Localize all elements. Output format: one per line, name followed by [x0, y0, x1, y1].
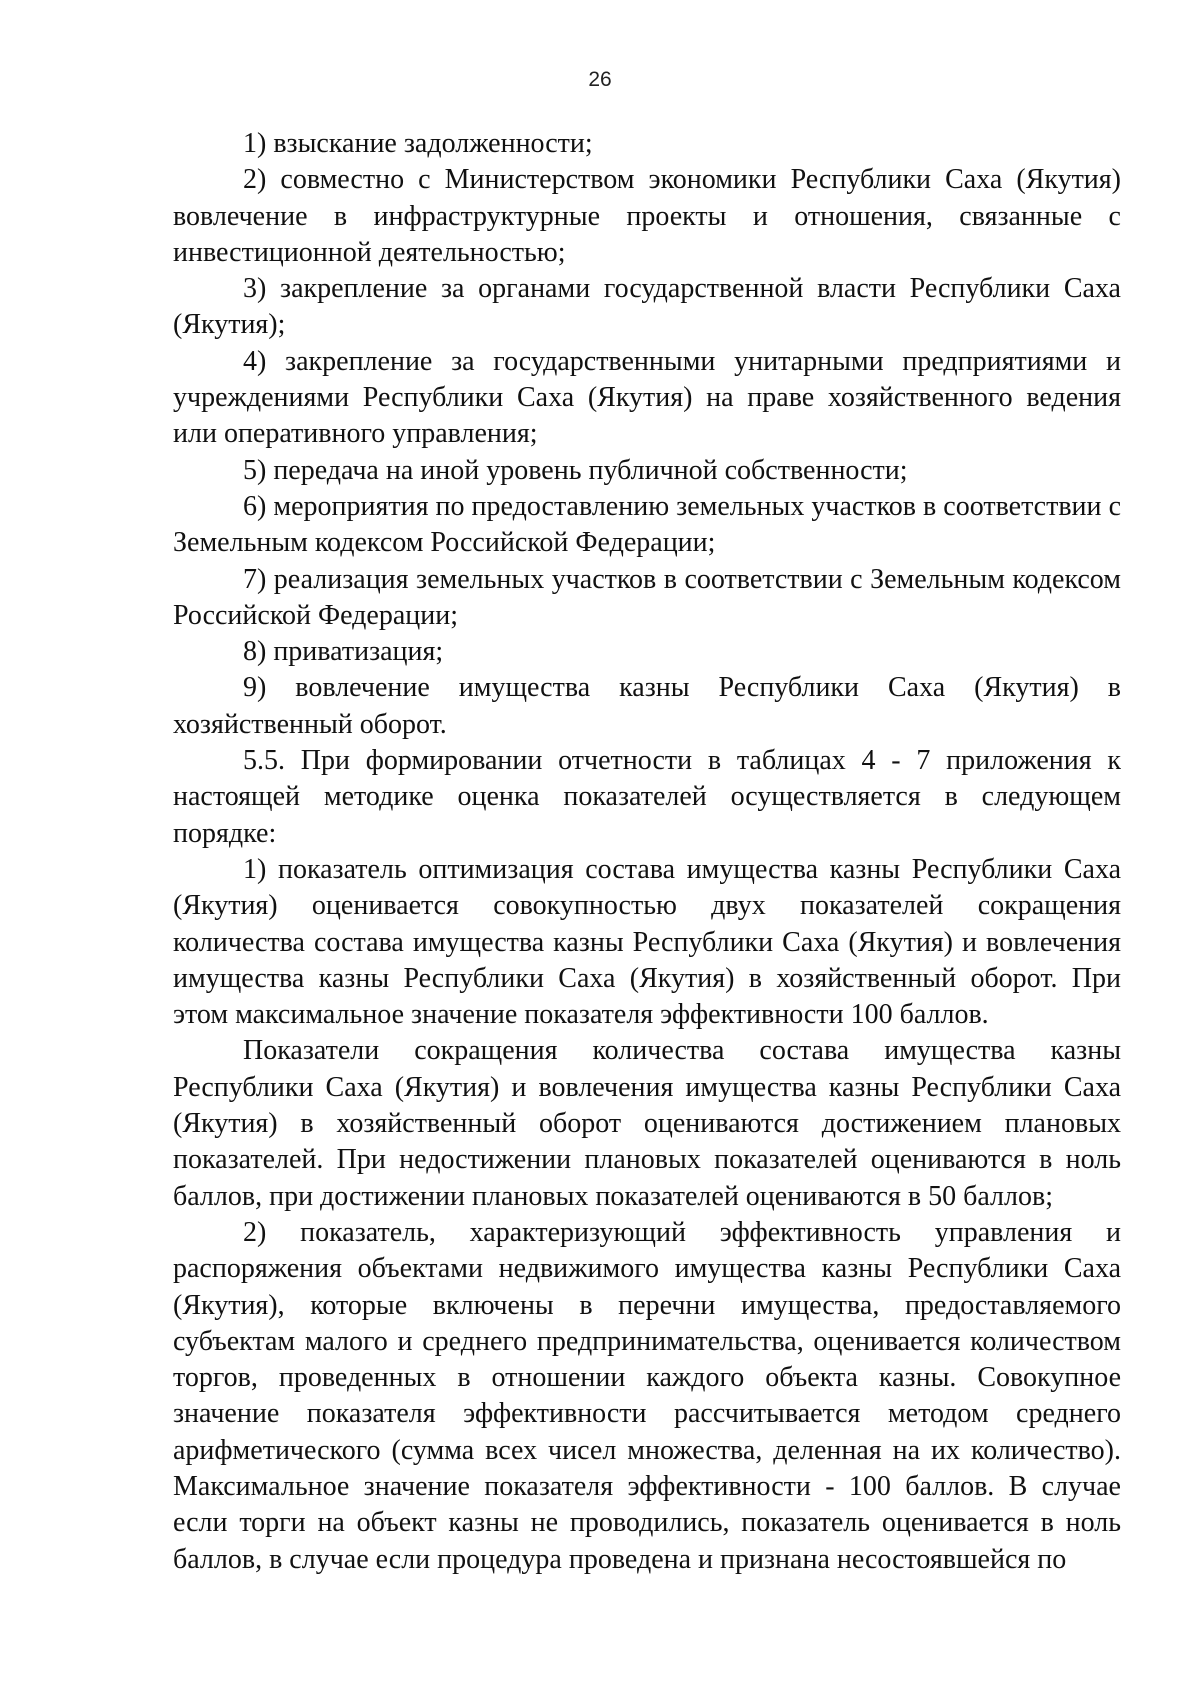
- paragraph-item-1: 1) взыскание задолженности;: [243, 128, 593, 159]
- paragraph-item-9: 9) вовлечение имущества казны Республики Саха (Якутия) в хозяйственный оборот.: [173, 672, 1121, 740]
- paragraph-item-4: 4) закрепление за государственными унитарными предприятиями и учреждениями Республики Саха (Якутия) на праве хозяйственного ведения или оперативного управления;: [173, 345, 1121, 450]
- paragraph-item-5: 5) передача на иной уровень публичной собственности;: [243, 454, 908, 486]
- paragraph-item-3: 3) закрепление за органами государственной власти Республики Саха (Якутия);: [173, 273, 1121, 341]
- page-number: 26: [588, 68, 612, 91]
- document-body: [173, 126, 1121, 1578]
- paragraph-indicators-note: Показатели сокращения количества состава имущества казны Республики Саха (Якутия) и вовлечения имущества казны Республики Саха (Якутия) в хозяйственный оборот оцениваются достижением плановых показателей. При недостижении плановых показателей оцениваются в ноль баллов, при достижении плановых показателей оцениваются в 50 баллов;: [173, 1035, 1121, 1212]
- paragraph-section-5-5: 5.5. При формировании отчетности в таблицах 4 - 7 приложения к настоящей методике оценка показателей осуществляется в следующем порядке:: [173, 745, 1121, 849]
- paragraph-indicator-2: 2) показатель, характеризующий эффективность управления и распоряжения объектами недвижимого имущества казны Республики Саха (Якутия), которые включены в перечни имущества, предоставляемого субъектам малого и среднего предпринимательства, оценивается количеством торгов, проведенных в отношении каждого объекта казны. Совокупное значение показателя эффективности рассчитывается методом среднего арифметического (сумма всех чисел множества, деленная на их количество). Максимальное значение показателя эффективности - 100 баллов. В случае если торги на объект казны не проводились, показатель оценивается в ноль баллов, в случае если процедура проведена и признана несостоявшейся по: [173, 1216, 1121, 1575]
- paragraph-item-6: 6) мероприятия по предоставлению земельных участков в соответствии с Земельным кодексом Российской Федерации;: [173, 490, 1121, 559]
- paragraph-item-2: 2) совместно с Министерством экономики Республики Саха (Якутия) вовлечение в инфраструктурные проекты и отношения, связанные с инвестиционной деятельностью;: [173, 164, 1121, 268]
- paragraph-item-7: 7) реализация земельных участков в соответствии с Земельным кодексом Российской Федерации;: [173, 563, 1121, 631]
- paragraph-indicator-1: 1) показатель оптимизация состава имущества казны Республики Саха (Якутия) оценивается совокупностью двух показателей сокращения количества состава имущества казны Республики Саха (Якутия) и вовлечения имущества казны Республики Саха (Якутия) в хозяйственный оборот. При этом максимальное значение показателя эффективности 100 баллов.: [173, 853, 1121, 1031]
- paragraph-item-8: 8) приватизация;: [243, 636, 444, 668]
